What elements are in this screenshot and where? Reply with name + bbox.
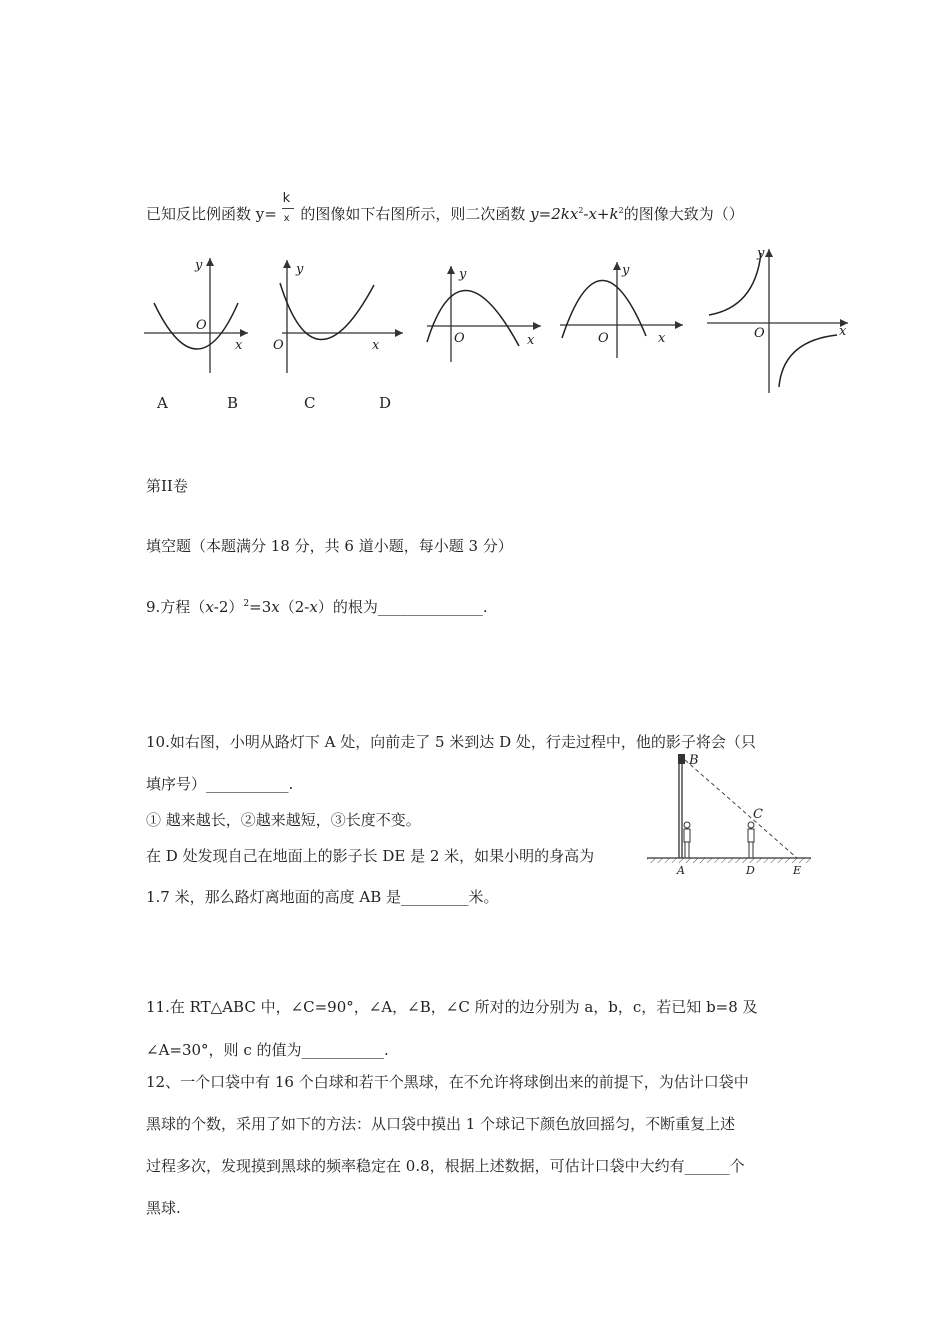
graph-b-x-label: x — [372, 338, 380, 353]
q9-x2: x — [271, 598, 280, 616]
fig-label-e: E — [793, 864, 802, 877]
option-c-label: C — [304, 394, 316, 412]
fill-heading: 填空题（本题满分 18 分，共 6 道小题，每小题 3 分） — [146, 537, 513, 555]
q8-formula2: -x+k — [583, 205, 619, 223]
graph-b-origin: O — [273, 338, 284, 353]
q10-line1: 10.如右图，小明从路灯下 A 处，向前走了 5 米到达 D 处，行走过程中，他的影子将会（只 — [146, 733, 756, 751]
q8-stem-mid: 的图像如下右图所示，则二次函数 — [300, 205, 526, 223]
graph-d — [558, 258, 688, 368]
q8-supb: 2 — [618, 206, 624, 215]
q9-sup: 2 — [243, 599, 250, 609]
q12-line2: 黑球的个数，采用了如下的方法：从口袋中摸出 1 个球记下颜色放回摇匀，不断重复上述 — [146, 1115, 736, 1133]
q10-line4: 在 D 处发现自己在地面上的影子长 DE 是 2 米，如果小明的身高为 — [146, 847, 595, 865]
q9-x3: x — [309, 598, 318, 616]
q12-line3: 过程多次，发现摸到黑球的频率稳定在 0.8，根据上述数据，可估计口袋中大约有______个 — [146, 1157, 745, 1175]
q8-sup: 2 — [578, 206, 584, 215]
q11-line2: ∠A=30°，则 c 的值为___________. — [146, 1041, 389, 1059]
graph-a-x-label: x — [235, 338, 243, 353]
q8-frac-bar — [282, 208, 294, 209]
q8-stem-pre: 已知反比例函数 y= — [146, 205, 277, 223]
graph-a — [140, 255, 250, 375]
graph-b — [270, 255, 405, 375]
graph-a-origin: O — [196, 318, 207, 333]
q11-line1: 11.在 RT△ABC 中，∠C=90°，∠A，∠B，∠C 所对的边分别为 a，b，c，若已知 b=8 及 — [146, 998, 758, 1016]
graph-d-origin: O — [598, 331, 609, 346]
ref-origin: O — [754, 326, 765, 341]
ref-y-label: y — [757, 246, 765, 261]
q10-line2: 填序号）___________. — [146, 775, 294, 793]
option-d-label: D — [379, 394, 392, 412]
graph-c-origin: O — [454, 331, 465, 346]
graph-a-y-label: y — [195, 258, 203, 273]
q9-a: -2） — [213, 598, 244, 616]
graph-d-y-label: y — [622, 263, 630, 278]
option-a-label: A — [157, 394, 168, 412]
q9-pre: 9.方程（ — [146, 598, 206, 616]
fig-label-b: B — [689, 753, 699, 768]
option-b-label: B — [227, 394, 239, 412]
q8-stem — [146, 191, 744, 224]
graph-c-y-label: y — [459, 267, 467, 282]
q10-line5: 1.7 米，那么路灯离地面的高度 AB 是_________米。 — [146, 888, 499, 906]
fig-label-a: A — [677, 864, 685, 877]
q10-line3: ① 越来越长，②越来越短，③长度不变。 — [146, 811, 421, 829]
graph-d-x-label: x — [658, 331, 666, 346]
q12-line1: 12、一个口袋中有 16 个白球和若干个黑球，在不允许将球倒出来的前提下，为估计口袋中 — [146, 1073, 749, 1091]
q12-line4: 黑球. — [146, 1199, 181, 1217]
q8-fraction — [282, 191, 296, 224]
streetlight-figure — [645, 748, 815, 876]
q9-b: =3 — [249, 598, 272, 616]
reference-hyperbola-graph — [703, 245, 853, 395]
q8-frac-num: k — [282, 191, 291, 206]
q8-stem-post: 的图像大致为（） — [623, 205, 744, 223]
ref-x-label: x — [839, 324, 847, 339]
fig-label-c: C — [753, 807, 763, 822]
graph-c-x-label: x — [527, 333, 535, 348]
section-title: 第II卷 — [146, 477, 188, 495]
graph-b-y-label: y — [296, 262, 304, 277]
q8-formula: y=2kx — [530, 205, 579, 223]
q8-frac-den: x — [283, 213, 290, 224]
graph-c — [425, 262, 545, 372]
q9-x1: x — [205, 598, 214, 616]
q9-d: ）的根为______________. — [317, 598, 488, 616]
fig-label-d: D — [746, 864, 755, 877]
q9 — [146, 596, 488, 617]
q9-c: （2- — [279, 598, 310, 616]
